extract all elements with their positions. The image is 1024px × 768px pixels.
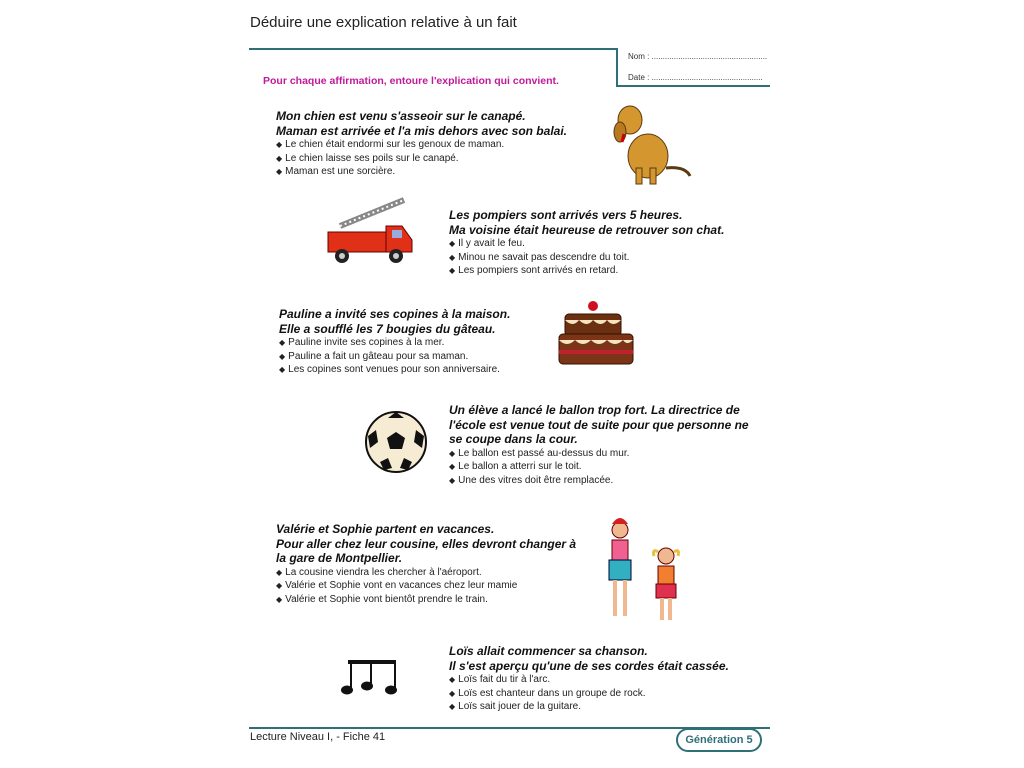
statement-line: Loïs allait commencer sa chanson. (449, 644, 648, 658)
exercise-3 (279, 307, 510, 377)
bullet-icon: ◆ (279, 338, 286, 347)
dog-illustration (600, 98, 695, 186)
statement-line: Il s'est aperçu qu'une de ses cordes était cassée. (449, 658, 729, 673)
option[interactable]: ◆ Maman est une sorcière. (276, 166, 396, 177)
statement-line: Pour aller chez leur cousine, elles devront changer à (276, 536, 577, 551)
bullet-icon: ◆ (449, 688, 456, 698)
exercise-2 (449, 208, 724, 278)
option[interactable]: ◆ Le chien était endormi sur les genoux de maman. (276, 139, 505, 150)
exercise-1 (276, 109, 567, 179)
option[interactable]: ◆ La cousine viendra les chercher à l'aéroport. (276, 566, 482, 578)
footer-label: Lecture Niveau I, - Fiche 41 (250, 731, 386, 743)
option[interactable]: ◆ Le ballon est passé au-dessus du mur. (449, 447, 630, 459)
bullet-icon: ◆ (276, 581, 283, 590)
statement-line: Ma voisine était heureuse de retrouver son chat. (449, 222, 725, 237)
header-rule-vertical (616, 48, 618, 86)
bullet-icon: ◆ (449, 448, 456, 458)
statement-line: Mon chien est venu s'asseoir sur le canapé. (276, 109, 526, 123)
option[interactable]: ◆ Loïs sait jouer de la guitare. (449, 701, 582, 712)
generation-badge: Génération 5 (676, 728, 762, 752)
name-field[interactable]: Nom : .................................................... (628, 52, 768, 61)
bullet-icon: ◆ (276, 167, 283, 176)
option[interactable]: ◆ Il y avait le feu. (449, 238, 525, 249)
option[interactable]: ◆ Minou ne savait pas descendre du toit. (449, 251, 630, 263)
bullet-icon: ◆ (279, 351, 286, 361)
statement-line: se coupe dans la cour. (449, 432, 578, 446)
bullet-icon: ◆ (449, 266, 456, 275)
bullet-icon: ◆ (449, 239, 456, 248)
statement-line: Un élève a lancé le ballon trop fort. La directrice de (449, 403, 740, 417)
option[interactable]: ◆ Une des vitres doit être remplacée. (449, 474, 614, 486)
statement-line: la gare de Montpellier. (276, 551, 403, 565)
music-notes-illustration (338, 656, 400, 698)
option[interactable]: ◆ Valérie et Sophie vont bientôt prendre le train. (276, 593, 488, 605)
option[interactable]: ◆ Le chien laisse ses poils sur le canapé. (276, 152, 459, 164)
option[interactable]: ◆ Les copines sont venues pour son anniversaire. (279, 364, 500, 375)
date-field[interactable]: Date : .................................................. (628, 73, 763, 82)
page-title: Déduire une explication relative à un fait (250, 14, 517, 31)
option[interactable]: ◆ Le ballon a atterri sur le toit. (449, 461, 582, 472)
soccer-ball-illustration (364, 410, 428, 474)
bullet-icon: ◆ (279, 365, 286, 374)
bullet-icon: ◆ (449, 475, 456, 485)
fire-truck-illustration (322, 196, 414, 264)
header-rule-bottom (616, 85, 770, 87)
exercise-6 (449, 644, 729, 714)
bullet-icon: ◆ (276, 153, 283, 163)
statement-line: Maman est arrivée et l'a mis dehors avec son balai. (276, 123, 567, 138)
statement-line: Valérie et Sophie partent en vacances. (276, 522, 495, 536)
bullet-icon: ◆ (276, 140, 283, 149)
bullet-icon: ◆ (449, 702, 456, 711)
bullet-icon: ◆ (449, 252, 456, 262)
option[interactable]: ◆ Pauline invite ses copines à la mer. (279, 337, 445, 348)
instruction: Pour chaque affirmation, entoure l'explication qui convient. (263, 75, 559, 87)
exercise-4 (449, 403, 749, 487)
option[interactable]: ◆ Pauline a fait un gâteau pour sa maman. (279, 350, 469, 362)
option[interactable]: ◆ Loïs est chanteur dans un groupe de rock. (449, 687, 646, 699)
statement-line: Pauline a invité ses copines à la maison. (279, 307, 511, 321)
cake-illustration (555, 298, 637, 370)
statement-line: Les pompiers sont arrivés vers 5 heures. (449, 208, 683, 222)
exercise-5 (276, 522, 576, 606)
girls-illustration (600, 516, 692, 630)
option[interactable]: ◆ Valérie et Sophie vont en vacances chez leur mamie (276, 580, 518, 591)
header-rule (249, 48, 617, 50)
bullet-icon: ◆ (276, 567, 283, 577)
bullet-icon: ◆ (449, 675, 456, 684)
bullet-icon: ◆ (276, 594, 283, 604)
statement-line: Elle a soufflé les 7 bougies du gâteau. (279, 321, 496, 336)
statement-line: l'école est venue tout de suite pour que personne ne (449, 417, 749, 432)
option[interactable]: ◆ Les pompiers sont arrivés en retard. (449, 265, 619, 276)
option[interactable]: ◆ Loïs fait du tir à l'arc. (449, 674, 551, 685)
bullet-icon: ◆ (449, 462, 456, 471)
